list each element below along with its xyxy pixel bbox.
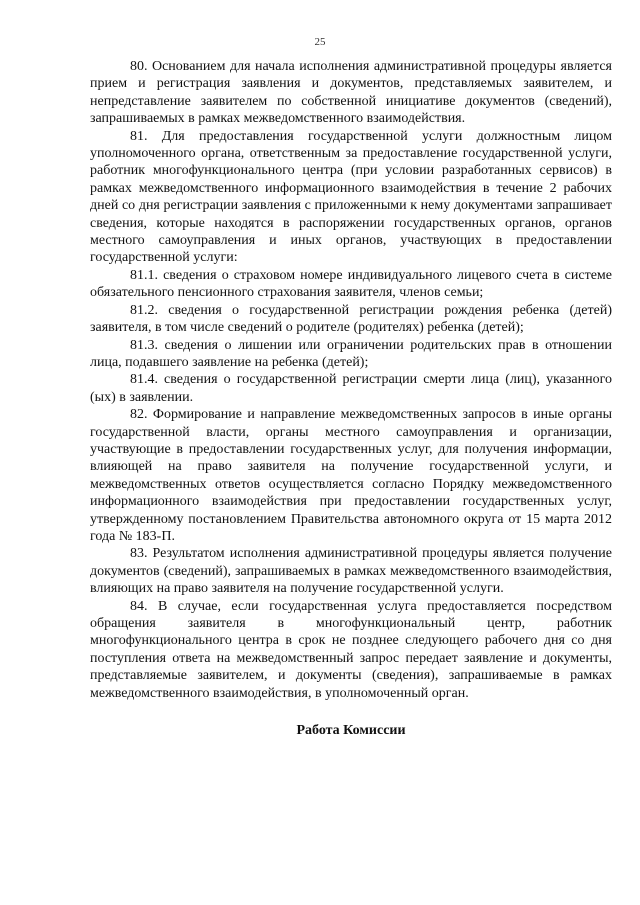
paragraph-81-2: 81.2. сведения о государственной регистрации рождения ребенка (детей) заявителя, в том числе сведений о родителе (родителях) ребенка (детей); bbox=[90, 302, 612, 336]
paragraph-81-1: 81.1. сведения о страховом номере индивидуального лицевого счета в системе обязательного пенсионного страхования заявителя, членов семьи; bbox=[90, 267, 612, 301]
document-body bbox=[90, 58, 612, 739]
paragraph-81-4: 81.4. сведения о государственной регистрации смерти лица (лиц), указанного (ых) в заявлении. bbox=[90, 372, 612, 405]
page-number: 25 bbox=[314, 36, 326, 48]
paragraph-81: 81. Для предоставления государственной услуги должностным лицом уполномоченного органа, ответственным за предоставление государственной услуги, работник многофункционального центра (при условии разработанных сервисов) в рамках межведомственного информационного взаимодействия в течение 2 рабочих дней со дня регистрации заявления с приложенными к нему документами запрашивает сведения, которые находятся в распоряжении государственных органов, органов местного самоуправления и иных органов, участвующих в предоставлении государственной услуги: bbox=[90, 128, 612, 266]
paragraph-84: 84. В случае, если государственная услуга предоставляется посредством обращения заявителя в многофункциональный центр, работник многофункционального центра в срок не позднее следующего рабочего дня со дня поступления ответа на межведомственный запрос передает заявление и документы, представляемые заявителем, и документы (сведения), запрашиваемые в рамках межведомственного взаимодействия, в уполномоченный орган. bbox=[90, 598, 612, 701]
section-heading: Работа Комиссии bbox=[296, 723, 406, 739]
paragraph-80: 80. Основанием для начала исполнения административной процедуры является прием и регистрация заявления и документов, представляемых заявителем, и непредставление заявителем по собственной инициативе документов (сведений), запрашиваемых в рамках межведомственного взаимодействия. bbox=[90, 59, 612, 127]
paragraph-81-3: 81.3. сведения о лишении или ограничении родительских прав в отношении лица, подавшего заявление на ребенка (детей); bbox=[90, 337, 612, 370]
paragraph-82: 82. Формирование и направление межведомственных запросов в иные органы государственной власти, органы местного самоуправления и организации, участвующие в предоставлении государственных услуг, для получения информации, влияющей на право заявителя на получение государственной услуги, и межведомственных ответов осуществляется согласно Порядку межведомственного информационного взаимодействия при предоставлении государственных услуг, утвержденному постановлением Правительства автономного округа от 15 марта 2012 года № 183-П. bbox=[90, 407, 612, 544]
paragraph-83: 83. Результатом исполнения административной процедуры является получение документов (сведений), запрашиваемых в рамках межведомственного взаимодействия, влияющих на право заявителя на получение государственной услуги. bbox=[90, 546, 612, 597]
